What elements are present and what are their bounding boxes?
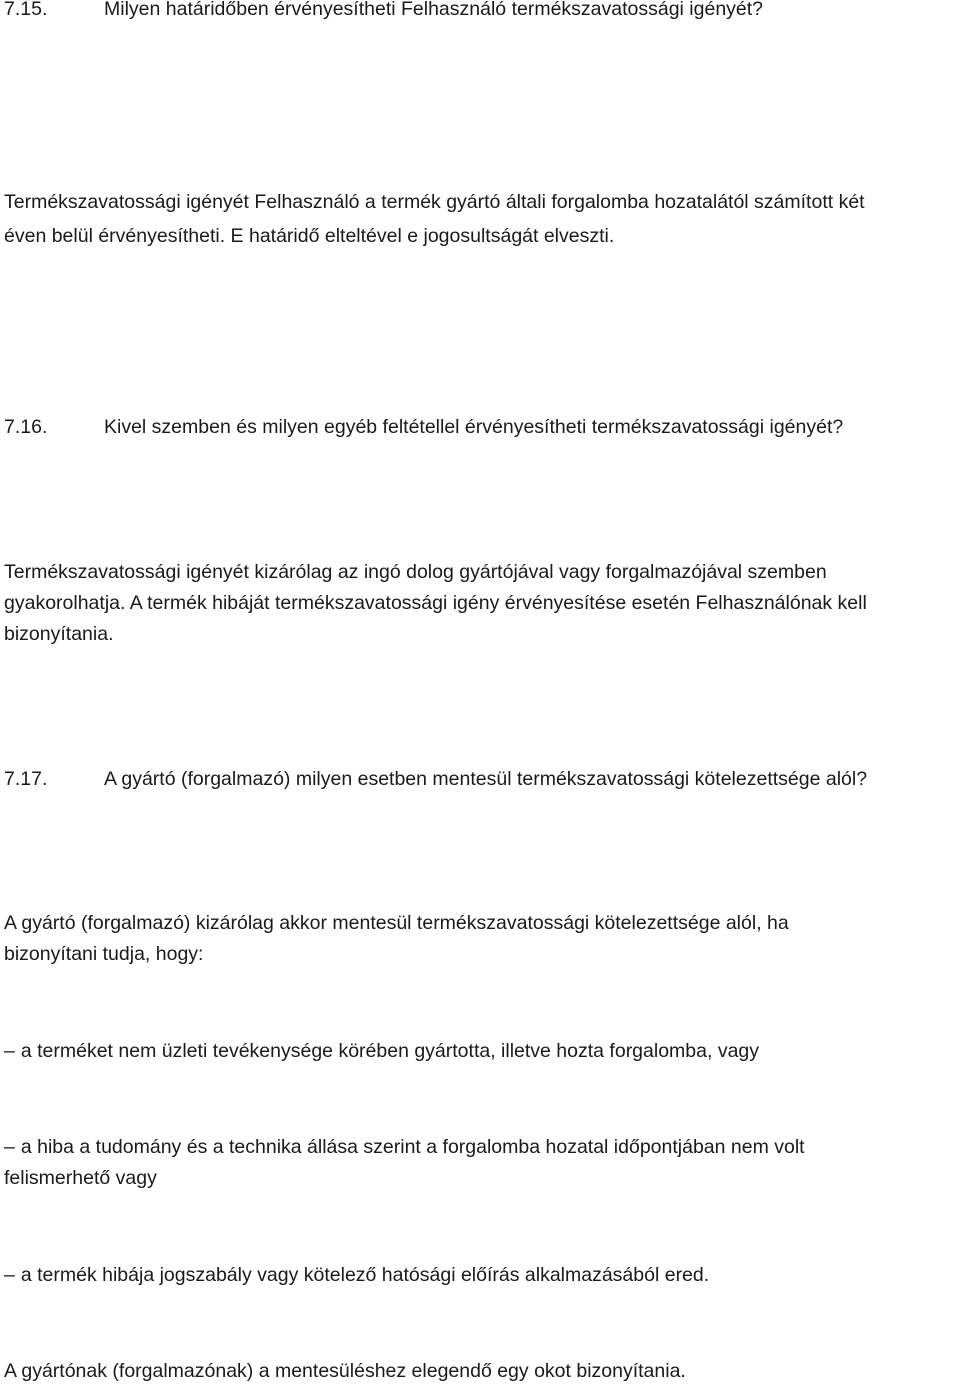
dash-bullet: – [4,1136,15,1158]
section-number: 7.15. [4,0,48,20]
dash-bullet: – [4,1040,15,1062]
intro-line: bizonyítani tudja, hogy: [4,943,204,965]
condition-continuation: felismerhető vagy [4,1167,157,1189]
section-question: A gyártó (forgalmazó) milyen esetben mentesül termékszavatossági kötelezettsége alól? [104,768,868,790]
closing-line: A gyártónak (forgalmazónak) a mentesüléshez elegendő egy okot bizonyítania. [4,1360,686,1382]
condition-item [4,1036,759,1066]
answer-line: gyakorolhatja. A termék hibáját termékszavatossági igény érvényesítése esetén Felhasználónak kell [4,592,867,614]
condition-text: a terméket nem üzleti tevékenysége körében gyártotta, illetve hozta forgalomba, vagy [20,1040,760,1062]
section-question: Milyen határidőben érvényesítheti Felhasználó termékszavatossági igényét? [104,0,764,20]
answer-line: bizonyítania. [4,623,114,645]
section-number: 7.17. [4,768,48,790]
condition-item [4,1132,805,1162]
section-number: 7.16. [4,416,48,438]
condition-text: a termék hibája jogszabály vagy kötelező hatósági előírás alkalmazásából ered. [20,1264,710,1286]
section-heading-7-15 [4,0,763,24]
answer-line: éven belül érvényesítheti. E határidő elteltével e jogosultságát elveszti. [4,225,615,247]
intro-line: A gyártó (forgalmazó) kizárólag akkor mentesül termékszavatossági kötelezettsége alól, ha [4,912,789,934]
dash-bullet: – [4,1264,15,1286]
answer-line: Termékszavatossági igényét Felhasználó a termék gyártó általi forgalomba hozatalától számított két [4,191,865,213]
condition-item [4,1260,709,1290]
section-heading-7-16 [4,412,843,442]
answer-line: Termékszavatossági igényét kizárólag az ingó dolog gyártójával vagy forgalmazójával szemben [4,561,827,583]
section-heading-7-17 [4,764,867,794]
condition-text: a hiba a tudomány és a technika állása szerint a forgalomba hozatal időpontjában nem volt [20,1136,805,1158]
section-question: Kivel szemben és milyen egyéb feltétellel érvényesítheti termékszavatossági igényét? [104,416,844,438]
